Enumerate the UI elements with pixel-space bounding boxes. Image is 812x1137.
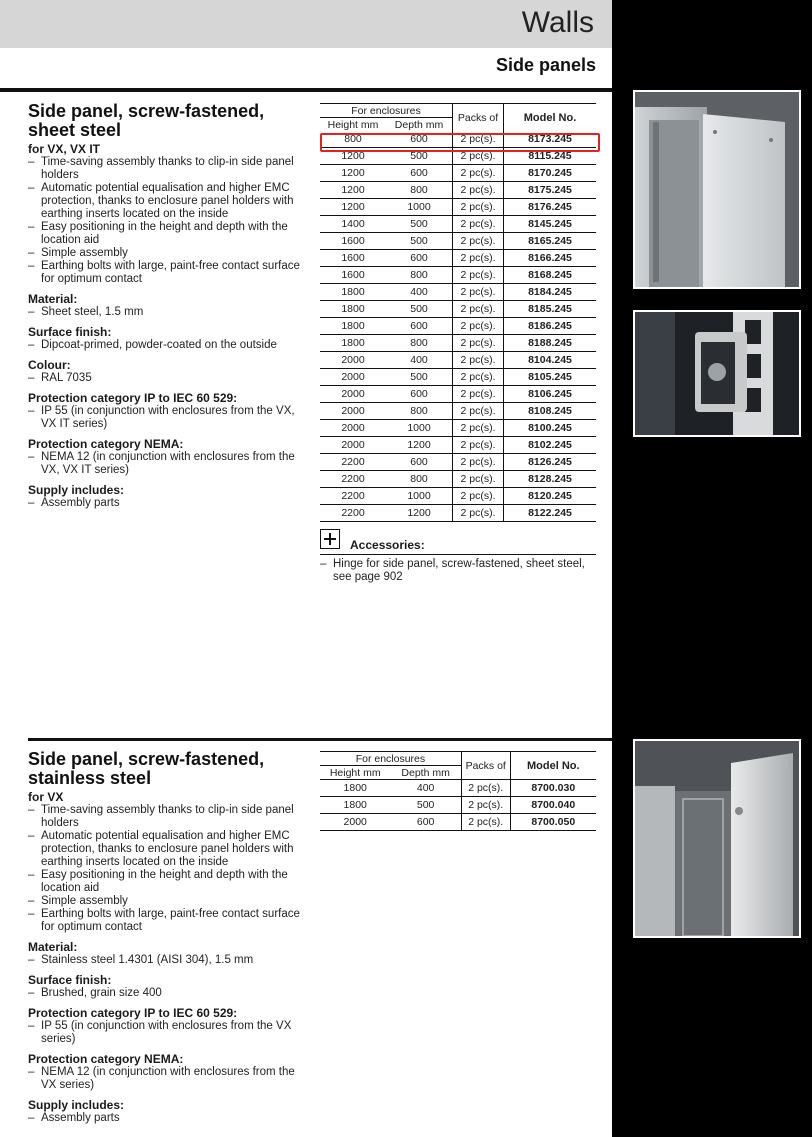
height-cell: 1800 — [320, 780, 390, 797]
colour-label: Colour: — [28, 358, 71, 372]
model-cell: 8104.245 — [504, 352, 597, 369]
height-cell: 1800 — [320, 335, 386, 352]
nema-label: Protection category NEMA: — [28, 437, 184, 451]
depth-cell: 600 — [386, 165, 453, 182]
height-cell: 1200 — [320, 148, 386, 165]
packs-cell: 2 pc(s). — [461, 780, 510, 797]
model-cell: 8168.245 — [504, 267, 597, 284]
ip-value: – IP 55 (in conjunction with enclosures from the VX, VX IT series) — [28, 405, 308, 431]
finish-value: – Dipcoat-primed, powder-coated on the outside — [28, 339, 308, 352]
depth-cell: 600 — [390, 814, 461, 831]
model-cell: 8120.245 — [504, 488, 597, 505]
feature-item: – Time-saving assembly thanks to clip-in side panel holders — [28, 804, 308, 830]
material-label: Material: — [28, 940, 78, 954]
packs-cell: 2 pc(s). — [453, 301, 504, 318]
feature-item: – Automatic potential equalisation and higher EMC protection, thanks to enclosure panel holders with earthing inserts located on the inside — [28, 830, 308, 869]
depth-cell: 600 — [386, 454, 453, 471]
height-cell: 2000 — [320, 437, 386, 454]
depth-cell: 400 — [386, 284, 453, 301]
depth-cell: 800 — [386, 182, 453, 199]
packs-cell: 2 pc(s). — [453, 403, 504, 420]
model-cell: 8122.245 — [504, 505, 597, 522]
packs-cell: 2 pc(s). — [453, 165, 504, 182]
height-cell: 2000 — [320, 352, 386, 369]
depth-cell: 500 — [386, 301, 453, 318]
table-row — [320, 797, 596, 814]
supply-label: Supply includes: — [28, 1098, 125, 1112]
colour-value: – RAL 7035 — [28, 372, 308, 385]
table2-body — [320, 780, 596, 831]
model-cell: 8102.245 — [504, 437, 597, 454]
material-label: Material: — [28, 292, 78, 306]
table-row — [320, 454, 596, 471]
model-cell: 8188.245 — [504, 335, 597, 352]
packs-cell: 2 pc(s). — [453, 148, 504, 165]
packs-cell: 2 pc(s). — [453, 284, 504, 301]
height-cell: 2200 — [320, 454, 386, 471]
height-cell: 2000 — [320, 386, 386, 403]
table-row — [320, 352, 596, 369]
table-row — [320, 780, 596, 797]
height-cell: 2000 — [320, 369, 386, 386]
finish-label: Surface finish: — [28, 973, 112, 987]
depth-cell: 500 — [386, 369, 453, 386]
accessory-item: – Hinge for side panel, screw-fastened, sheet steel, see page 902 — [320, 558, 596, 584]
model-table-sheet-steel — [320, 103, 596, 522]
model-cell: 8128.245 — [504, 471, 597, 488]
height-cell: 1600 — [320, 267, 386, 284]
model-header: Model No. — [510, 752, 596, 780]
table-row — [320, 420, 596, 437]
table-row — [320, 216, 596, 233]
table-row — [320, 199, 596, 216]
table1-body — [320, 131, 596, 522]
table-row — [320, 182, 596, 199]
table-row — [320, 301, 596, 318]
accessories-title: Accessories: — [350, 538, 425, 552]
height-cell: 800 — [320, 131, 386, 148]
for-enclosures-header: For enclosures — [320, 104, 453, 118]
table-row — [320, 403, 596, 420]
stainless-panel-photo — [633, 739, 801, 938]
height-cell: 1200 — [320, 165, 386, 182]
depth-cell: 500 — [390, 797, 461, 814]
feature-item: – Automatic potential equalisation and higher EMC protection, thanks to enclosure panel holders with earthing inserts located on the inside — [28, 182, 308, 221]
model-cell: 8166.245 — [504, 250, 597, 267]
height-cell: 1600 — [320, 250, 386, 267]
table-row — [320, 233, 596, 250]
packs-cell: 2 pc(s). — [461, 814, 510, 831]
header-bar — [0, 0, 612, 48]
feature-item: – Earthing bolts with large, paint-free contact surface for optimum contact — [28, 908, 308, 934]
height-cell: 1200 — [320, 182, 386, 199]
height-cell: 2200 — [320, 471, 386, 488]
material-value: – Stainless steel 1.4301 (AISI 304), 1.5 mm — [28, 954, 308, 967]
section1-features — [28, 156, 308, 286]
height-cell: 1800 — [320, 318, 386, 335]
model-cell: 8126.245 — [504, 454, 597, 471]
model-cell: 8108.245 — [504, 403, 597, 420]
section1-title: Side panel, screw-fastened, sheet steel — [28, 101, 265, 140]
packs-cell: 2 pc(s). — [453, 505, 504, 522]
packs-cell: 2 pc(s). — [453, 488, 504, 505]
packs-cell: 2 pc(s). — [453, 335, 504, 352]
model-table-stainless — [320, 751, 596, 831]
depth-cell: 800 — [386, 267, 453, 284]
section2-compat: for VX — [28, 790, 64, 804]
height-cell: 1400 — [320, 216, 386, 233]
height-header: Height mm — [327, 118, 379, 131]
table-row — [320, 471, 596, 488]
panel-holder-photo — [633, 310, 801, 437]
height-header: Height mm — [320, 766, 390, 780]
depth-cell: 1000 — [386, 199, 453, 216]
sheet-steel-description — [28, 102, 308, 510]
page-subtitle: Side panels — [495, 55, 596, 75]
height-cell: 2000 — [320, 403, 386, 420]
feature-item: – Simple assembly — [28, 247, 308, 260]
feature-item: – Easy positioning in the height and depth with the location aid — [28, 221, 308, 247]
packs-cell: 2 pc(s). — [453, 352, 504, 369]
depth-cell: 1000 — [386, 488, 453, 505]
feature-item: – Earthing bolts with large, paint-free contact surface for optimum contact — [28, 260, 308, 286]
feature-item: – Simple assembly — [28, 895, 308, 908]
accessories-rule — [320, 554, 596, 555]
packs-cell: 2 pc(s). — [461, 797, 510, 814]
highlighted-row-marker — [320, 133, 600, 152]
supply-value: – Assembly parts — [28, 1112, 308, 1125]
model-cell: 8106.245 — [504, 386, 597, 403]
header-rule — [0, 88, 612, 92]
height-cell: 2000 — [320, 814, 390, 831]
stainless-description — [28, 750, 308, 1125]
model-cell: 8184.245 — [504, 284, 597, 301]
for-enclosures-header: For enclosures — [320, 752, 461, 766]
model-cell: 8700.040 — [510, 797, 596, 814]
model-cell: 8115.245 — [504, 148, 597, 165]
accessories-list — [320, 558, 596, 584]
depth-cell: 1200 — [386, 437, 453, 454]
supply-label: Supply includes: — [28, 483, 125, 497]
finish-label: Surface finish: — [28, 325, 112, 339]
packs-cell: 2 pc(s). — [453, 131, 504, 148]
model-cell: 8100.245 — [504, 420, 597, 437]
height-cell: 2200 — [320, 505, 386, 522]
packs-cell: 2 pc(s). — [453, 386, 504, 403]
depth-cell: 800 — [386, 471, 453, 488]
section2-features — [28, 804, 308, 934]
depth-cell: 600 — [386, 318, 453, 335]
model-cell: 8145.245 — [504, 216, 597, 233]
model-cell: 8165.245 — [504, 233, 597, 250]
table-row — [320, 267, 596, 284]
height-cell: 2200 — [320, 488, 386, 505]
supply-value: – Assembly parts — [28, 497, 308, 510]
side-panel-photo — [633, 90, 801, 289]
nema-value: – NEMA 12 (in conjunction with enclosures from the VX series) — [28, 1066, 308, 1092]
plus-icon — [320, 529, 340, 549]
depth-cell: 600 — [386, 386, 453, 403]
packs-cell: 2 pc(s). — [453, 437, 504, 454]
nema-label: Protection category NEMA: — [28, 1052, 184, 1066]
ip-label: Protection category IP to IEC 60 529: — [28, 391, 238, 405]
depth-header: Depth mm — [386, 118, 453, 132]
depth-cell: 800 — [386, 335, 453, 352]
packs-cell: 2 pc(s). — [453, 369, 504, 386]
model-cell: 8185.245 — [504, 301, 597, 318]
table-row — [320, 369, 596, 386]
table-row — [320, 505, 596, 522]
packs-cell: 2 pc(s). — [453, 471, 504, 488]
height-cell: 1800 — [320, 284, 386, 301]
model-cell: 8176.245 — [504, 199, 597, 216]
section-divider — [28, 738, 612, 741]
table-row — [320, 318, 596, 335]
table-row — [320, 814, 596, 831]
packs-cell: 2 pc(s). — [453, 182, 504, 199]
height-cell: 1200 — [320, 199, 386, 216]
table-row — [320, 250, 596, 267]
packs-cell: 2 pc(s). — [453, 199, 504, 216]
model-cell: 8700.050 — [510, 814, 596, 831]
table-row — [320, 488, 596, 505]
depth-cell: 400 — [386, 352, 453, 369]
model-cell: 8105.245 — [504, 369, 597, 386]
table-row — [320, 284, 596, 301]
model-cell: 8186.245 — [504, 318, 597, 335]
model-cell: 8170.245 — [504, 165, 597, 182]
nema-value: – NEMA 12 (in conjunction with enclosures from the VX, VX IT series) — [28, 451, 308, 477]
model-cell: 8700.030 — [510, 780, 596, 797]
packs-cell: 2 pc(s). — [453, 250, 504, 267]
depth-cell: 600 — [386, 131, 453, 148]
model-header: Model No. — [523, 111, 577, 124]
table-row — [320, 437, 596, 454]
page-title: Walls — [521, 6, 594, 39]
height-cell: 1800 — [320, 301, 386, 318]
packs-cell: 2 pc(s). — [453, 454, 504, 471]
height-cell: 1800 — [320, 797, 390, 814]
section2-title: Side panel, screw-fastened, stainless steel — [28, 749, 265, 788]
height-cell: 1600 — [320, 233, 386, 250]
material-value: – Sheet steel, 1.5 mm — [28, 306, 308, 319]
packs-cell: 2 pc(s). — [453, 216, 504, 233]
depth-cell: 500 — [386, 233, 453, 250]
depth-cell: 400 — [390, 780, 461, 797]
table-row — [320, 386, 596, 403]
depth-cell: 800 — [386, 403, 453, 420]
packs-header: Packs of — [461, 752, 510, 780]
ip-label: Protection category IP to IEC 60 529: — [28, 1006, 238, 1020]
packs-cell: 2 pc(s). — [453, 420, 504, 437]
depth-cell: 500 — [386, 216, 453, 233]
feature-item: – Time-saving assembly thanks to clip-in side panel holders — [28, 156, 308, 182]
model-cell: 8173.245 — [504, 131, 597, 148]
finish-value: – Brushed, grain size 400 — [28, 987, 308, 1000]
feature-item: – Easy positioning in the height and depth with the location aid — [28, 869, 308, 895]
depth-cell: 1000 — [386, 420, 453, 437]
packs-cell: 2 pc(s). — [453, 267, 504, 284]
depth-cell: 1200 — [386, 505, 453, 522]
packs-cell: 2 pc(s). — [453, 318, 504, 335]
depth-cell: 500 — [386, 148, 453, 165]
depth-header: Depth mm — [390, 766, 461, 780]
packs-cell: 2 pc(s). — [453, 233, 504, 250]
height-cell: 2000 — [320, 420, 386, 437]
packs-header: Packs of — [453, 104, 504, 132]
table-row — [320, 335, 596, 352]
depth-cell: 600 — [386, 250, 453, 267]
model-cell: 8175.245 — [504, 182, 597, 199]
ip-value: – IP 55 (in conjunction with enclosures from the VX series) — [28, 1020, 308, 1046]
section1-compat: for VX, VX IT — [28, 142, 101, 156]
table-row — [320, 165, 596, 182]
